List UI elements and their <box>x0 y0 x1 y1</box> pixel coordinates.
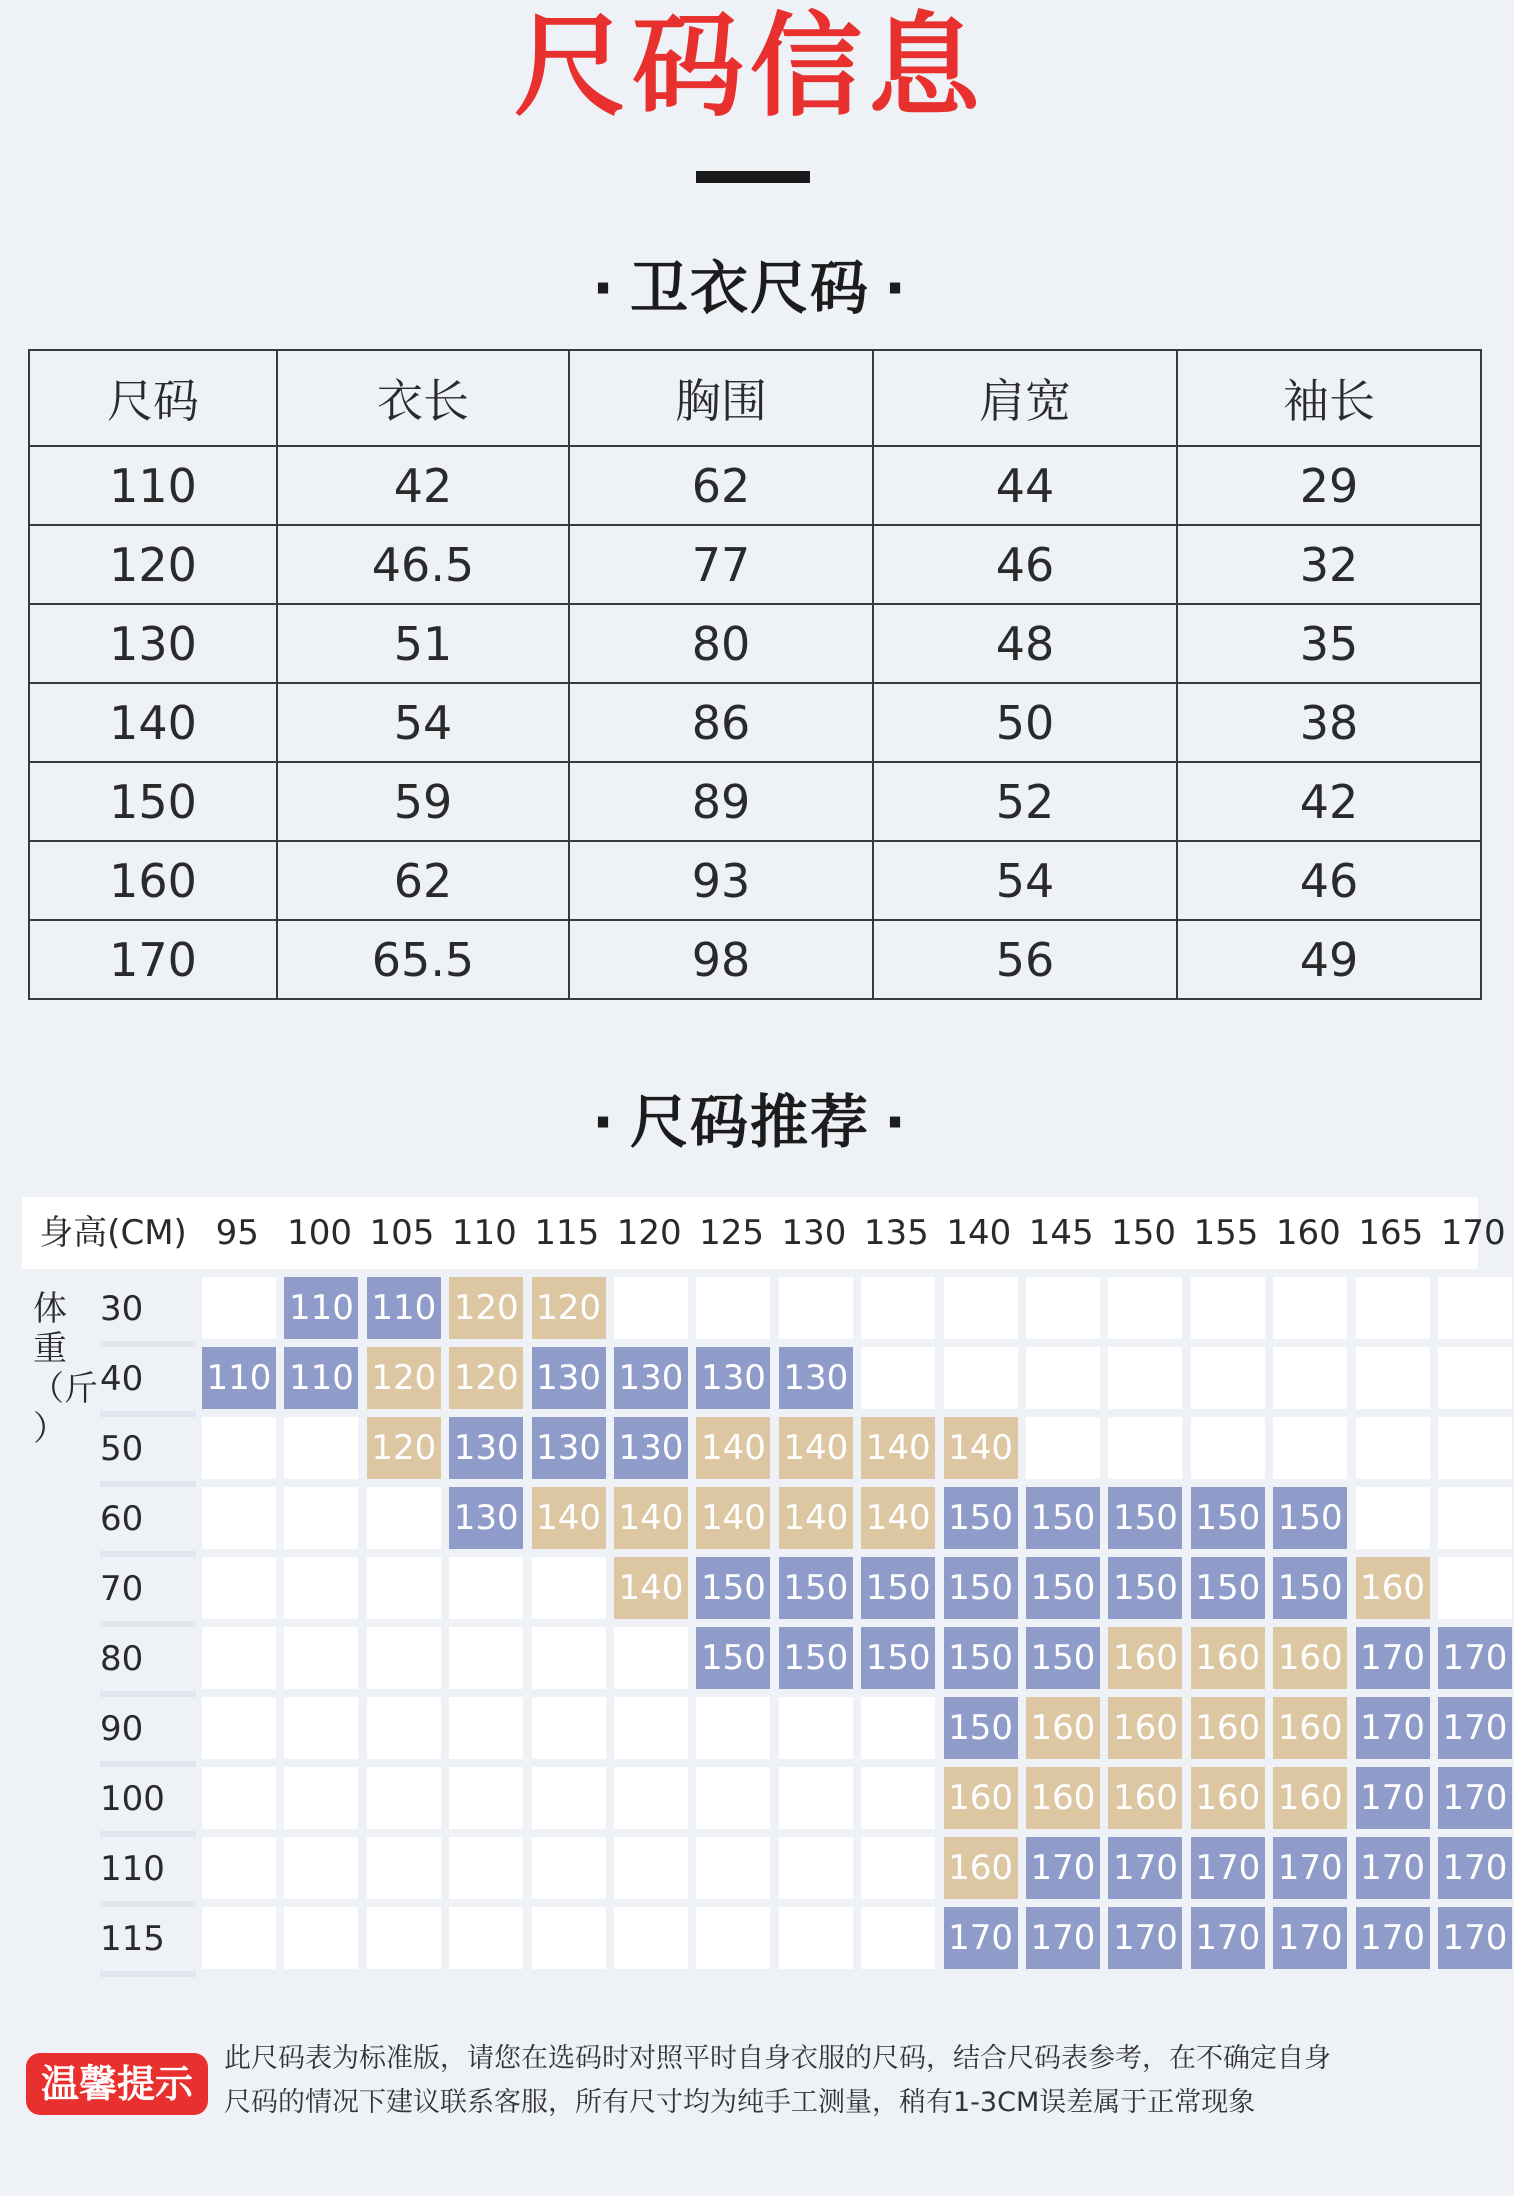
recommended-size-cell: 160 <box>1108 1697 1182 1759</box>
weight-tick: 80 <box>100 1639 144 1679</box>
recommended-size-cell: 140 <box>861 1417 935 1479</box>
empty-cell <box>696 1907 770 1969</box>
recommended-size-cell: 160 <box>1191 1697 1265 1759</box>
empty-cell <box>367 1487 441 1549</box>
empty-cell <box>449 1837 523 1899</box>
recommended-size-cell: 150 <box>1191 1557 1265 1619</box>
empty-cell <box>696 1277 770 1339</box>
size-table-cell: 54 <box>277 683 569 762</box>
recommended-size-cell: 120 <box>449 1277 523 1339</box>
recommended-size-cell: 160 <box>1273 1697 1347 1759</box>
height-tick: 110 <box>451 1213 517 1253</box>
height-tick: 95 <box>215 1213 259 1253</box>
recommended-size-cell: 120 <box>367 1417 441 1479</box>
size-table-cell: 46.5 <box>277 525 569 604</box>
empty-cell <box>614 1837 688 1899</box>
weight-tick: 110 <box>100 1849 165 1889</box>
empty-cell <box>1438 1277 1512 1339</box>
empty-cell <box>779 1767 853 1829</box>
height-tick: 135 <box>863 1213 929 1253</box>
size-table-cell: 32 <box>1177 525 1481 604</box>
grid-body <box>22 1269 1508 1972</box>
recommended-size-cell: 120 <box>532 1277 606 1339</box>
empty-cell <box>532 1837 606 1899</box>
recommended-size-cell: 130 <box>779 1347 853 1409</box>
recommended-size-cell: 160 <box>1108 1627 1182 1689</box>
height-tick: 125 <box>699 1213 765 1253</box>
size-table-cell: 44 <box>873 446 1177 525</box>
empty-cell <box>1438 1347 1512 1409</box>
size-table-cell: 46 <box>873 525 1177 604</box>
weight-label-char: 重 <box>33 1329 67 1369</box>
empty-cell <box>532 1557 606 1619</box>
weight-tick: 30 <box>100 1289 144 1329</box>
empty-cell <box>696 1837 770 1899</box>
size-table-cell: 52 <box>873 762 1177 841</box>
height-tick: 150 <box>1111 1213 1177 1253</box>
empty-cell <box>449 1557 523 1619</box>
tip-badge: 温馨提示 <box>26 2053 208 2115</box>
recommended-size-cell: 120 <box>449 1347 523 1409</box>
size-table-cell: 170 <box>29 920 277 999</box>
empty-cell <box>1356 1347 1430 1409</box>
recommended-size-cell: 170 <box>1273 1837 1347 1899</box>
size-table-cell: 56 <box>873 920 1177 999</box>
size-table-cell: 120 <box>29 525 277 604</box>
size-table-row <box>29 762 1481 841</box>
recommended-size-cell: 140 <box>614 1557 688 1619</box>
empty-cell <box>696 1767 770 1829</box>
recommended-size-cell: 160 <box>1108 1767 1182 1829</box>
weight-axis-label <box>30 1289 98 1449</box>
recommended-size-cell: 170 <box>1108 1907 1182 1969</box>
empty-cell <box>284 1557 358 1619</box>
size-table-cell: 54 <box>873 841 1177 920</box>
weight-tick: 100 <box>100 1779 165 1819</box>
recommended-size-cell: 170 <box>1438 1907 1512 1969</box>
header-size: 尺码 <box>29 350 277 446</box>
recommended-size-cell: 130 <box>532 1417 606 1479</box>
recommended-size-cell: 170 <box>1026 1837 1100 1899</box>
size-table-cell: 35 <box>1177 604 1481 683</box>
recommended-size-cell: 160 <box>1356 1557 1430 1619</box>
tip-line: 此尺码表为标准版，请您在选码时对照平时自身衣服的尺码，结合尺码表参考，在不确定自身 <box>224 2043 1331 2074</box>
header-chest: 胸围 <box>569 350 873 446</box>
recommended-size-cell: 170 <box>1356 1697 1430 1759</box>
recommended-size-cell: 140 <box>779 1417 853 1479</box>
title-dot-left: · <box>591 1088 616 1156</box>
size-table-cell: 50 <box>873 683 1177 762</box>
empty-cell <box>779 1277 853 1339</box>
empty-cell <box>202 1837 276 1899</box>
size-table-cell: 130 <box>29 604 277 683</box>
size-table-cell: 86 <box>569 683 873 762</box>
empty-cell <box>614 1627 688 1689</box>
recommended-size-cell: 170 <box>1273 1907 1347 1969</box>
recommended-size-cell: 170 <box>1356 1907 1430 1969</box>
recommended-size-cell: 150 <box>696 1557 770 1619</box>
recommended-size-cell: 130 <box>614 1417 688 1479</box>
recommended-size-cell: 170 <box>944 1907 1018 1969</box>
empty-cell <box>1026 1347 1100 1409</box>
size-table-cell: 80 <box>569 604 873 683</box>
empty-cell <box>1438 1557 1512 1619</box>
height-tick: 140 <box>946 1213 1012 1253</box>
empty-cell <box>449 1627 523 1689</box>
empty-cell <box>861 1347 935 1409</box>
size-table-cell: 29 <box>1177 446 1481 525</box>
empty-cell <box>1191 1277 1265 1339</box>
size-table-cell: 48 <box>873 604 1177 683</box>
height-tick: 130 <box>781 1213 847 1253</box>
empty-cell <box>284 1487 358 1549</box>
height-tick: 115 <box>534 1213 600 1253</box>
recommended-size-cell: 150 <box>1273 1487 1347 1549</box>
empty-cell <box>202 1697 276 1759</box>
recommended-size-cell: 140 <box>696 1487 770 1549</box>
recommended-size-cell: 170 <box>1356 1837 1430 1899</box>
recommended-size-cell: 150 <box>944 1627 1018 1689</box>
recommended-size-cell: 150 <box>861 1627 935 1689</box>
weight-tick: 90 <box>100 1709 144 1749</box>
recommended-size-cell: 140 <box>614 1487 688 1549</box>
empty-cell <box>202 1277 276 1339</box>
recommended-size-cell: 170 <box>1191 1907 1265 1969</box>
empty-cell <box>779 1837 853 1899</box>
weight-tick: 115 <box>100 1919 165 1959</box>
section-title-hoodie-size <box>0 248 1500 328</box>
empty-cell <box>861 1697 935 1759</box>
recommended-size-cell: 170 <box>1438 1627 1512 1689</box>
recommended-size-cell: 110 <box>284 1277 358 1339</box>
recommended-size-cell: 140 <box>532 1487 606 1549</box>
recommended-size-cell: 150 <box>1026 1627 1100 1689</box>
empty-cell <box>532 1697 606 1759</box>
size-table-cell: 38 <box>1177 683 1481 762</box>
empty-cell <box>1026 1277 1100 1339</box>
recommended-size-cell: 170 <box>1191 1837 1265 1899</box>
empty-cell <box>861 1277 935 1339</box>
size-table-cell: 65.5 <box>277 920 569 999</box>
empty-cell <box>284 1767 358 1829</box>
size-table-cell: 93 <box>569 841 873 920</box>
recommended-size-cell: 150 <box>696 1627 770 1689</box>
recommended-size-cell: 170 <box>1356 1627 1430 1689</box>
size-table-cell: 77 <box>569 525 873 604</box>
empty-cell <box>1273 1347 1347 1409</box>
size-table <box>28 349 1482 1000</box>
empty-cell <box>532 1627 606 1689</box>
empty-cell <box>1108 1417 1182 1479</box>
size-table-row <box>29 525 1481 604</box>
empty-cell <box>861 1767 935 1829</box>
empty-cell <box>1108 1277 1182 1339</box>
empty-cell <box>1438 1487 1512 1549</box>
recommended-size-cell: 160 <box>1273 1627 1347 1689</box>
recommended-size-cell: 160 <box>1191 1627 1265 1689</box>
header-length: 衣长 <box>277 350 569 446</box>
section-title-text: 卫衣尺码 <box>629 254 870 322</box>
size-table-cell: 46 <box>1177 841 1481 920</box>
recommended-size-cell: 140 <box>696 1417 770 1479</box>
recommended-size-cell: 160 <box>1191 1767 1265 1829</box>
size-table-cell: 42 <box>277 446 569 525</box>
empty-cell <box>696 1697 770 1759</box>
recommended-size-cell: 150 <box>779 1557 853 1619</box>
empty-cell <box>202 1417 276 1479</box>
empty-cell <box>614 1907 688 1969</box>
tip-line: 尺码的情况下建议联系客服，所有尺寸均为纯手工测量，稍有1-3CM误差属于正常现象 <box>224 2087 1256 2118</box>
weight-label-char: 体 <box>33 1289 67 1329</box>
size-table-row <box>29 683 1481 762</box>
recommended-size-cell: 130 <box>449 1417 523 1479</box>
empty-cell <box>779 1907 853 1969</box>
size-table-cell: 51 <box>277 604 569 683</box>
height-tick: 120 <box>616 1213 682 1253</box>
recommended-size-cell: 170 <box>1438 1697 1512 1759</box>
weight-label-char: ） <box>33 1409 67 1449</box>
size-table-cell: 89 <box>569 762 873 841</box>
weight-tick: 40 <box>100 1359 144 1399</box>
recommended-size-cell: 160 <box>944 1837 1018 1899</box>
empty-cell <box>532 1907 606 1969</box>
recommended-size-cell: 150 <box>944 1697 1018 1759</box>
size-table-row <box>29 841 1481 920</box>
recommended-size-cell: 150 <box>1026 1557 1100 1619</box>
recommended-size-cell: 150 <box>861 1557 935 1619</box>
empty-cell <box>284 1627 358 1689</box>
recommended-size-cell: 110 <box>202 1347 276 1409</box>
recommended-size-cell: 160 <box>1026 1767 1100 1829</box>
recommended-size-cell: 150 <box>1108 1557 1182 1619</box>
size-table-cell: 160 <box>29 841 277 920</box>
recommended-size-cell: 140 <box>861 1487 935 1549</box>
empty-cell <box>861 1837 935 1899</box>
recommended-size-cell: 150 <box>944 1487 1018 1549</box>
empty-cell <box>449 1767 523 1829</box>
empty-cell <box>944 1277 1018 1339</box>
recommended-size-cell: 130 <box>614 1347 688 1409</box>
size-table-cell: 62 <box>569 446 873 525</box>
recommended-size-cell: 150 <box>779 1627 853 1689</box>
empty-cell <box>1191 1417 1265 1479</box>
section-title-text: 尺码推荐 <box>629 1088 870 1156</box>
empty-cell <box>532 1767 606 1829</box>
recommended-size-cell: 110 <box>284 1347 358 1409</box>
height-tick: 160 <box>1275 1213 1341 1253</box>
empty-cell <box>202 1907 276 1969</box>
recommended-size-cell: 140 <box>944 1417 1018 1479</box>
recommended-size-cell: 160 <box>944 1767 1018 1829</box>
recommended-size-cell: 150 <box>1273 1557 1347 1619</box>
empty-cell <box>1438 1417 1512 1479</box>
title-dot-left: · <box>591 254 616 322</box>
empty-cell <box>614 1277 688 1339</box>
header-sleeve: 袖长 <box>1177 350 1481 446</box>
empty-cell <box>1356 1417 1430 1479</box>
empty-cell <box>284 1697 358 1759</box>
empty-cell <box>202 1767 276 1829</box>
weight-tick: 50 <box>100 1429 144 1469</box>
recommended-size-cell: 170 <box>1108 1837 1182 1899</box>
empty-cell <box>202 1487 276 1549</box>
height-tick: 170 <box>1440 1213 1506 1253</box>
recommended-size-cell: 170 <box>1438 1837 1512 1899</box>
empty-cell <box>1356 1277 1430 1339</box>
empty-cell <box>1108 1347 1182 1409</box>
empty-cell <box>449 1907 523 1969</box>
weight-tick: 70 <box>100 1569 144 1609</box>
header-shoulder: 肩宽 <box>873 350 1177 446</box>
title-dot-right: · <box>884 254 909 322</box>
size-table-cell: 150 <box>29 762 277 841</box>
section-title-size-recommend <box>0 1082 1500 1162</box>
recommended-size-cell: 170 <box>1026 1907 1100 1969</box>
recommended-size-cell: 160 <box>1273 1767 1347 1829</box>
empty-cell <box>1026 1417 1100 1479</box>
size-table-cell: 49 <box>1177 920 1481 999</box>
recommended-size-cell: 160 <box>1026 1697 1100 1759</box>
size-table-cell: 42 <box>1177 762 1481 841</box>
size-table-cell: 98 <box>569 920 873 999</box>
height-tick: 165 <box>1358 1213 1424 1253</box>
empty-cell <box>449 1697 523 1759</box>
recommended-size-cell: 110 <box>367 1277 441 1339</box>
size-table-row <box>29 446 1481 525</box>
height-header-row <box>22 1197 1506 1269</box>
empty-cell <box>1273 1277 1347 1339</box>
recommended-size-cell: 120 <box>367 1347 441 1409</box>
empty-cell <box>367 1837 441 1899</box>
row-divider <box>100 1971 196 1977</box>
empty-cell <box>861 1907 935 1969</box>
size-table-cell: 62 <box>277 841 569 920</box>
empty-cell <box>284 1417 358 1479</box>
height-tick: 145 <box>1028 1213 1094 1253</box>
weight-label-char: （斤 <box>30 1369 98 1409</box>
empty-cell <box>779 1697 853 1759</box>
recommended-size-cell: 150 <box>1108 1487 1182 1549</box>
weight-tick: 60 <box>100 1499 144 1539</box>
height-tick: 105 <box>369 1213 435 1253</box>
size-table-cell: 59 <box>277 762 569 841</box>
size-table-header-row <box>29 350 1481 446</box>
size-recommendation-grid <box>22 1197 1508 1972</box>
empty-cell <box>367 1557 441 1619</box>
empty-cell <box>202 1627 276 1689</box>
height-tick: 100 <box>287 1213 353 1253</box>
recommended-size-cell: 140 <box>779 1487 853 1549</box>
empty-cell <box>944 1347 1018 1409</box>
size-table-cell: 140 <box>29 683 277 762</box>
empty-cell <box>284 1837 358 1899</box>
recommended-size-cell: 170 <box>1438 1767 1512 1829</box>
recommended-size-cell: 130 <box>532 1347 606 1409</box>
height-axis-label: 身高(CM) <box>39 1213 187 1253</box>
empty-cell <box>1356 1487 1430 1549</box>
empty-cell <box>367 1767 441 1829</box>
page-title: 尺码信息 <box>514 2 986 132</box>
recommended-size-cell: 150 <box>1191 1487 1265 1549</box>
recommended-size-cell: 130 <box>449 1487 523 1549</box>
title-dot-right: · <box>884 1088 909 1156</box>
empty-cell <box>367 1627 441 1689</box>
title-underline <box>696 171 810 183</box>
size-table-row <box>29 604 1481 683</box>
empty-cell <box>1273 1417 1347 1479</box>
empty-cell <box>367 1907 441 1969</box>
empty-cell <box>202 1557 276 1619</box>
recommended-size-cell: 170 <box>1356 1767 1430 1829</box>
recommended-size-cell: 130 <box>696 1347 770 1409</box>
size-table-cell: 110 <box>29 446 277 525</box>
recommended-size-cell: 150 <box>944 1557 1018 1619</box>
empty-cell <box>1191 1347 1265 1409</box>
height-tick: 155 <box>1193 1213 1259 1253</box>
empty-cell <box>284 1907 358 1969</box>
size-table-row <box>29 920 1481 999</box>
empty-cell <box>614 1767 688 1829</box>
tip-text <box>224 2037 1464 2125</box>
recommended-size-cell: 150 <box>1026 1487 1100 1549</box>
empty-cell <box>367 1697 441 1759</box>
empty-cell <box>614 1697 688 1759</box>
